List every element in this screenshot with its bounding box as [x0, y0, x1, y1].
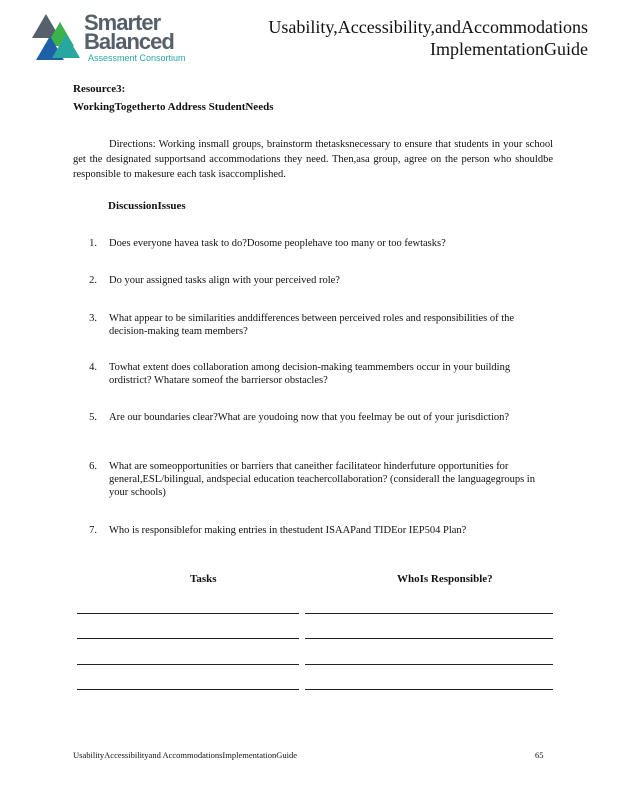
- issue-text: Are our boundaries clear?What are youdoing now that you feelmay be out of your jurisdiction?: [109, 412, 510, 423]
- issue-number: 6.: [89, 461, 97, 472]
- list-item: [73, 361, 553, 387]
- directions-text: Directions: Working insmall groups, brainstorm thetasksnecessary to ensure that students in your school get the designated supportsand accommodations they need. Then,asa group, agree on the person who shouldbe responsible to makesure each task isaccomplished.: [73, 139, 553, 180]
- issue-number: 7.: [89, 525, 97, 536]
- guide-title-line1: Usability,Accessibility,andAccommodations: [268, 17, 588, 37]
- list-item: [73, 274, 553, 287]
- list-item: [73, 312, 553, 338]
- tasks-column-header: Tasks: [190, 573, 217, 585]
- issue-text: Does everyone havea task to do?Dosome peoplehave too many or too fewtasks?: [109, 238, 446, 249]
- responsible-entry-line[interactable]: [305, 638, 553, 639]
- tasks-entry-line[interactable]: [77, 664, 299, 665]
- directions-paragraph: [73, 137, 553, 182]
- resource-label: Resource3:: [73, 83, 126, 95]
- issue-number: 5.: [89, 412, 97, 423]
- responsible-entry-line[interactable]: [305, 664, 553, 665]
- issue-number: 3.: [89, 313, 97, 324]
- responsible-entry-line[interactable]: [305, 689, 553, 690]
- issue-number: 2.: [89, 275, 97, 286]
- issue-text: Who is responsiblefor making entries in thestudent ISAAPand TIDEor IEP504 Plan?: [109, 525, 467, 536]
- list-item: [73, 237, 553, 250]
- issue-number: 4.: [89, 362, 97, 373]
- guide-title: [268, 16, 588, 60]
- logo-text-smarter: Smarter: [84, 10, 161, 35]
- issue-number: 1.: [89, 238, 97, 249]
- tasks-entry-line[interactable]: [77, 689, 299, 690]
- resource-heading: [73, 82, 273, 114]
- list-item: [73, 460, 553, 499]
- responsible-entry-line[interactable]: [305, 613, 553, 614]
- issue-text: What appear to be similarities anddifferences between perceived roles and responsibilities of the decision-making team members?: [109, 313, 515, 337]
- footer-guide-title: UsabilityAccessibilityand AccommodationsImplementationGuide: [73, 750, 298, 760]
- discussion-heading: DiscussionIssues: [108, 200, 186, 212]
- responsible-column-header: WhoIs Responsible?: [397, 573, 493, 585]
- tasks-entry-line[interactable]: [77, 613, 299, 614]
- logo-mark-icon: [30, 12, 90, 64]
- tasks-entry-line[interactable]: [77, 638, 299, 639]
- issue-text: Do your assigned tasks align with your perceived role?: [109, 275, 340, 286]
- issue-text: Towhat extent does collaboration among decision-making teammembers occur in your building ordistrict? Whatare someof the barriersor obstacles?: [109, 362, 511, 386]
- logo-text-consortium: Assessment Consortium: [88, 53, 186, 63]
- list-item: [73, 411, 553, 424]
- resource-title: WorkingTogetherto Address StudentNeeds: [73, 101, 274, 113]
- logo-text-balanced: Balanced: [84, 29, 174, 54]
- guide-title-line2: ImplementationGuide: [430, 39, 588, 59]
- smarter-balanced-logo: [30, 12, 190, 64]
- list-item: [73, 524, 553, 537]
- issue-text: What are someopportunities or barriers that caneither facilitateor hinderfuture opportunities for general,ESL/bilingual, andspecial education teachercollaboration? (considerall the languagegroups in your schools): [109, 461, 535, 498]
- page-number: 65: [535, 750, 544, 760]
